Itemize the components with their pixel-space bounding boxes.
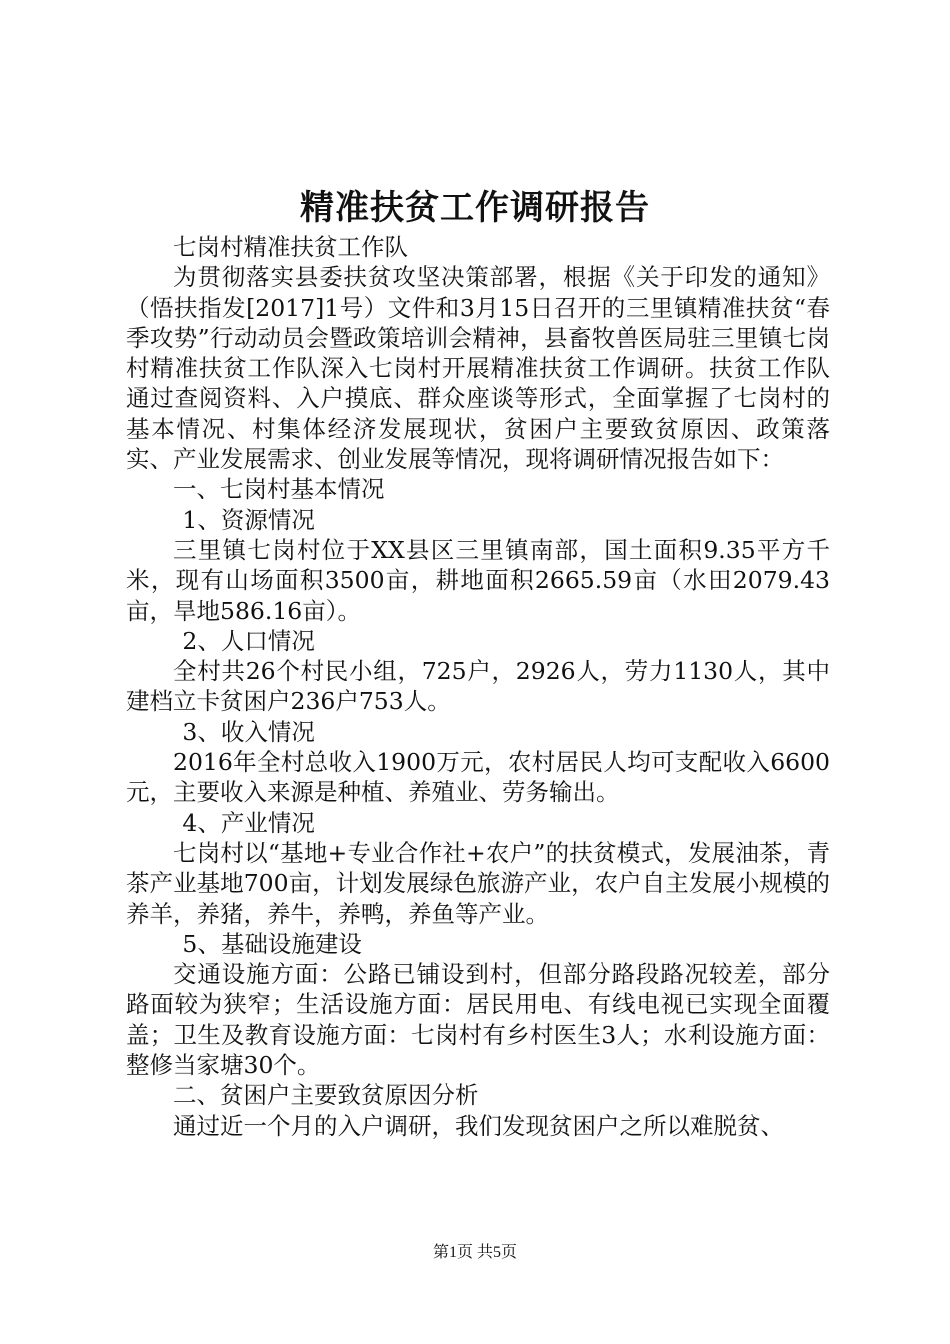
subheading-infrastructure: 5、基础设施建设 (182, 929, 362, 958)
subheading-resources: 1、资源情况 (182, 505, 315, 534)
paragraph-work-team: 七岗村精准扶贫工作队 (173, 233, 408, 261)
section-heading-poverty-causes: 二、贫困户主要致贫原因分析 (173, 1081, 479, 1110)
subheading-income: 3、收入情况 (182, 717, 315, 746)
section-heading-basic-info: 一、七岗村基本情况 (173, 475, 385, 504)
document-body (126, 232, 830, 1141)
paragraph-infrastructure: 交通设施方面：公路已铺设到村，但部分路段路况较差，部分路面较为狭窄；生活设施方面：居民用电、有线电视已实现全面覆盖；卫生及教育设施方面：七岗村有乡村医生3人；水利设施方面：整修当家塘30个。 (126, 960, 830, 1080)
document-title: 精准扶贫工作调研报告 (300, 188, 650, 228)
paragraph-industry: 七岗村以“基地+专业合作社+农户”的扶贫模式，发展油茶，青茶产业基地700亩，计划发展绿色旅游产业，农户自主发展小规模的养羊，养猪，养牛，养鸭，养鱼等产业。 (126, 838, 830, 928)
paragraph-poverty-causes: 通过近一个月的入户调研，我们发现贫困户之所以难脱贫、 (173, 1111, 784, 1140)
subheading-population: 2、人口情况 (182, 626, 315, 655)
paragraph-introduction: 为贯彻落实县委扶贫攻坚决策部署，根据《关于印发的通知》（悟扶指发[2017]1号）文件和3月15日召开的三里镇精准扶贫“春季攻势”行动动员会暨政策培训会精神，县畜牧兽医局驻三里镇七岗村精准扶贫工作队深入七岗村开展精准扶贫工作调研。扶贫工作队通过查阅资料、入户摸底、群众座谈等形式，全面掌握了七岗村的基本情况、村集体经济发展现状，贫困户主要致贫原因、政策落实、产业发展需求、创业发展等情况，现将调研情况报告如下： (126, 263, 830, 474)
paragraph-resources: 三里镇七岗村位于XX县区三里镇南部，国土面积9.35平方千米，现有山场面积3500亩，耕地面积2665.59亩（水田2079.43亩，旱地586.16亩）。 (126, 535, 830, 625)
paragraph-income: 2016年全村总收入1900万元，农村居民人均可支配收入6600元，主要收入来源是种植、养殖业、劳务输出。 (126, 748, 830, 807)
subheading-industry: 4、产业情况 (182, 808, 315, 837)
page-footer: 第1页 共5页 (432, 1244, 517, 1261)
paragraph-population: 全村共26个村民小组，725户，2926人，劳力1130人，其中建档立卡贫困户236户753人。 (126, 657, 830, 716)
